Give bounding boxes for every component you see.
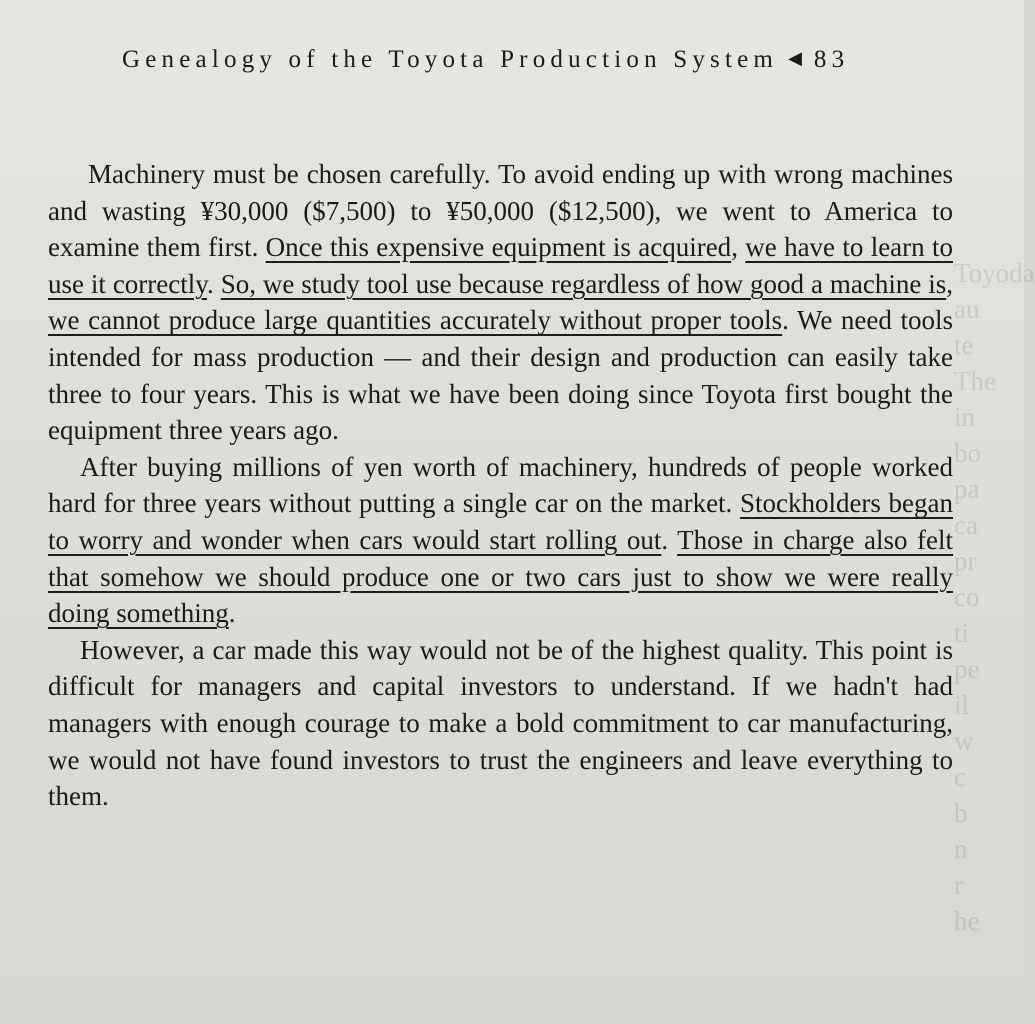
underlined-segment: So, we study tool use because regardless of how good a machine is bbox=[220, 268, 947, 299]
text-segment: . bbox=[661, 524, 678, 555]
underlined-segment: Those in charge also felt that somehow we should produce one or two cars just to show we were really doing something bbox=[48, 524, 954, 629]
underlined-segment: Stockholders began to worry and wonder when cars would start rolling out bbox=[48, 488, 954, 555]
text-segment: . bbox=[207, 268, 221, 299]
paragraph-2 bbox=[48, 449, 953, 632]
paragraph-3 bbox=[48, 632, 953, 815]
text-segment: Machinery must be chosen carefully. To avoid ending up with wrong machines and wasting ¥30,000 ($7,500) to ¥50,000 ($12,500), we went to America to examine them first. bbox=[48, 159, 953, 263]
left-triangle-icon: ◀ bbox=[788, 48, 802, 68]
paragraph-1 bbox=[48, 156, 953, 449]
text-segment: However, a car made this way would not be of the highest quality. This point is difficult for managers and capital investors to understand. If we hadn't had managers with enough courage to make a bold commitment to car manufacturing, we would not have found investors to trust the engineers and leave everything to them. bbox=[48, 634, 953, 812]
running-head-title: Genealogy of the Toyota Production System bbox=[122, 46, 779, 73]
page-number: 83 bbox=[813, 46, 850, 73]
underlined-segment: we have to learn to use it correctly bbox=[48, 232, 953, 299]
show-through-text: Toyoda au te The in bo pa ca pr co ti pe il w c b n r he bbox=[954, 258, 1035, 936]
text-segment: After buying millions of yen worth of machinery, hundreds of people worked hard for three years without putting a single car on the market. bbox=[48, 451, 953, 519]
text-segment: . bbox=[228, 598, 236, 629]
body-text bbox=[48, 156, 953, 815]
text-segment: . We need tools intended for mass production — and their design and production can easily take three to four years. This is what we have been doing since Toyota first bought the equipment three years ago. bbox=[48, 305, 953, 446]
running-head bbox=[122, 46, 1002, 74]
underlined-segment: Once this expensive equipment is acquired bbox=[265, 232, 732, 263]
underlined-segment: we cannot produce large quantities accurately without proper tools bbox=[48, 305, 783, 336]
text-segment: , bbox=[946, 268, 953, 299]
text-segment: , bbox=[731, 232, 746, 263]
